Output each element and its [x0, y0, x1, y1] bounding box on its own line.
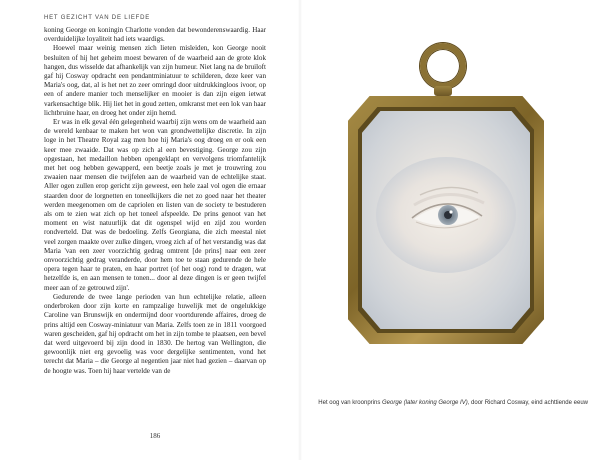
locket-bail-knob [434, 86, 452, 96]
page-number: 186 [149, 432, 161, 440]
locket-illustration [300, 0, 600, 460]
eye-miniature-svg [362, 111, 530, 329]
paragraph-4: Gedurende de twee lange perioden van hun echtelijke relatie, alleen onderbroken door zijn korte en rampzalige huwelijk met de ongelukkige Caroline van Brunswijk en ondermijnd door voortdurende affaires, droeg de prins altijd een Cosway-miniatuur van Maria. Zelfs toen ze in 1811 voorgoed waren gescheiden, gaf hij opdracht om het in zijn tombe te plaatsen, een bevel dat werd uitgevoerd bij zijn dood in 1830. De hertog van Wellington, die gewoonlijk niet erg gevoelig was voor dergelijke sentimenten, vond het terecht dat Maria – die George al negentien jaar niet had gezien – daarvan op de hoogte was. Toen hij haar vertelde van de [44, 292, 266, 375]
paragraph-3: Er was in elk geval één gelegenheid waarbij zijn wens om de waarheid aan de wereld kenbaar te maken het won van grondwettelijke discretie. In zijn loge in het Theatre Royal zag men hoe hij Maria's oog droeg en er ook een keer mee zwaaide. Dat was op zich al een bevestiging. George zou zijn opgestaan, het medaillon hebben opengeklapt en vervolgens triomfantelijk met het oog hebben gewapperd, een beetje zoals je met je trouwring zou zwaaien naar mensen die twijfelen aan de waarheid van de echtelijke staat. Aller ogen zullen erop gericht zijn geweest, een hele zaal vol ogen die ernaar staarden door de lorgnetten en toneelkijkers die net zo goed naar het theater werden meegenomen om de capriolen en listen van de society te bestuderen als om te zien wat zich op het toneel afspeelde. De prins genoot van het moment en wist natuurlijk dat dit ogenspel wijd en zijd zou worden rondverteld. Dat was de bedoeling. Zelfs Georgiana, die zich meestal niet veel zorgen maakte over zulke dingen, vroeg zich af of het verstandig was dat Maria 'van een zeer voorzichtig gedrag omtrent [de prins] naar een zeer onvoorzichtig gedrag veranderde, door hem toe te staan gedurende de hele opera tegen haar te praten, en haar portret (of het oog) rond te dragen, wat hetzelfde is, en aan mensen te tonen... door al deze dingen is er geen twijfel meer aan of ze getrouwd zijn'. [44, 118, 266, 292]
locket-bail-ring-icon [420, 43, 466, 89]
caption-italic: George (later koning George IV) [381, 400, 468, 406]
body-text [44, 26, 266, 376]
paragraph-1: koning George en koningin Charlotte vonden dat bewonderenswaardig. Haar overduidelijke loyaliteit had iets waardigs. [44, 26, 266, 44]
caption-suffix: , door Richard Cosway, eind achttiende eeuw [467, 400, 588, 406]
right-page [300, 0, 600, 460]
paragraph-2: Hoewel maar weinig mensen zich lieten misleiden, kon George nooit besluiten of hij het geheim moest bewaren of de waarheid aan de grote klok hangen, dus wisselde dat afhankelijk van zijn humeur. Niet lang na de bruiloft gaf hij Cosway opdracht een pendantminiatuur te schilderen, deze keer van Maria's oog, dat, al is het net zo zeer omringd door uitdrukkingloos ivoor, op een of andere manier toch menselijker en mooier is dan zijn eigen ietwat varkensachtige blik. Hij liet het in goud zetten, omkranst met een lok van haar lichtbruine haar, en droeg het onder zijn hemd. [44, 44, 267, 117]
running-head: HET GEZICHT VAN DE LIEFDE [44, 15, 151, 21]
caption-prefix: Het oog van kroonprins [318, 400, 382, 406]
eye-miniature-icon [362, 111, 530, 329]
figure-caption [318, 399, 588, 407]
